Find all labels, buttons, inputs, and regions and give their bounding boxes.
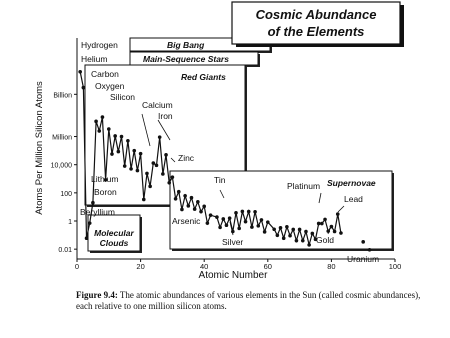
element-label-calcium: Calcium bbox=[142, 100, 173, 110]
data-point bbox=[183, 194, 187, 198]
data-point bbox=[330, 225, 334, 229]
x-tick-label: 0 bbox=[74, 262, 80, 271]
figure-caption bbox=[76, 290, 426, 312]
data-point bbox=[158, 135, 162, 139]
x-tick-label: 100 bbox=[388, 262, 402, 271]
element-label-tin: Tin bbox=[214, 175, 226, 185]
data-point bbox=[323, 218, 327, 222]
data-point bbox=[307, 243, 311, 247]
element-label-beryllium: Beryllium bbox=[80, 207, 115, 217]
data-point bbox=[164, 153, 168, 157]
data-point bbox=[279, 226, 283, 230]
data-point bbox=[101, 115, 105, 119]
data-point bbox=[196, 200, 200, 204]
data-point bbox=[237, 227, 241, 231]
x-tick-label: 60 bbox=[263, 262, 272, 271]
caption-label: Figure 9.4: bbox=[76, 290, 118, 300]
y-tick-label: 0.01 bbox=[58, 247, 72, 255]
data-point bbox=[295, 239, 299, 243]
data-point bbox=[167, 181, 171, 185]
y-tick-label: 100 bbox=[60, 190, 72, 198]
element-label-hydrogen: Hydrogen bbox=[81, 40, 118, 50]
data-point bbox=[263, 230, 267, 234]
data-point bbox=[136, 169, 140, 173]
data-point bbox=[171, 175, 175, 179]
data-point bbox=[107, 127, 111, 131]
data-point bbox=[91, 201, 95, 205]
x-tick-label: 20 bbox=[136, 262, 145, 271]
data-point bbox=[209, 213, 213, 217]
data-point bbox=[253, 210, 257, 214]
element-label-carbon: Carbon bbox=[91, 69, 119, 79]
data-point bbox=[339, 231, 343, 235]
data-point bbox=[333, 230, 337, 234]
data-point bbox=[110, 152, 114, 156]
x-axis-label: Atomic Number bbox=[198, 270, 268, 281]
y-tick-label: 10,000 bbox=[50, 162, 72, 170]
data-point bbox=[228, 216, 232, 220]
data-point bbox=[234, 211, 238, 215]
element-label-arsenic: Arsenic bbox=[172, 216, 201, 226]
element-label-silver: Silver bbox=[222, 237, 244, 247]
x-tick-label: 80 bbox=[327, 262, 336, 271]
data-point bbox=[129, 167, 133, 171]
region-label-red-giants: Red Giants bbox=[181, 72, 226, 82]
y-tick-label: Million bbox=[52, 134, 72, 142]
data-point bbox=[117, 150, 121, 154]
data-point-isolated bbox=[368, 248, 372, 252]
data-point bbox=[272, 227, 276, 231]
data-point bbox=[247, 210, 251, 214]
caption-text: The atomic abundances of various elements in the Sun (called cosmic abundances), each relative to one million silicon atoms. bbox=[76, 290, 421, 311]
data-point bbox=[155, 164, 159, 168]
data-point-isolated bbox=[361, 240, 365, 244]
data-point bbox=[241, 210, 245, 214]
element-label-uranium: Uranium bbox=[347, 254, 380, 264]
element-label-lead: Lead bbox=[344, 194, 363, 204]
data-point bbox=[250, 225, 254, 229]
data-point bbox=[193, 207, 197, 211]
data-point bbox=[282, 236, 286, 240]
title-line-1: Cosmic Abundance bbox=[255, 7, 377, 22]
data-point bbox=[174, 197, 178, 201]
data-point bbox=[298, 228, 302, 232]
x-tick-label: 40 bbox=[200, 262, 209, 271]
data-point bbox=[190, 196, 194, 200]
data-point bbox=[161, 172, 165, 176]
data-point bbox=[82, 86, 86, 90]
title-line-2: of the Elements bbox=[267, 24, 365, 39]
element-label-oxygen: Oxygen bbox=[95, 81, 125, 91]
data-point bbox=[215, 215, 219, 219]
data-point bbox=[225, 223, 229, 227]
data-point bbox=[126, 139, 130, 143]
element-label-gold: Gold bbox=[316, 235, 334, 245]
data-point bbox=[202, 205, 206, 209]
data-point bbox=[288, 234, 292, 238]
data-point bbox=[187, 204, 191, 208]
data-point bbox=[113, 134, 117, 138]
data-point bbox=[145, 172, 149, 176]
data-point bbox=[266, 220, 270, 224]
data-point bbox=[218, 226, 222, 230]
data-point bbox=[311, 232, 315, 236]
data-point bbox=[78, 70, 82, 74]
region-label-clouds: Clouds bbox=[99, 238, 129, 248]
element-label-boron: Boron bbox=[94, 187, 117, 197]
data-point bbox=[336, 212, 340, 216]
data-point bbox=[221, 217, 225, 221]
element-label-zinc: Zinc bbox=[178, 153, 195, 163]
data-point bbox=[276, 233, 280, 237]
y-axis-label: Atoms Per Million Silicon Atoms bbox=[34, 81, 45, 215]
region-boxes bbox=[85, 38, 394, 253]
data-point bbox=[94, 120, 98, 124]
data-point bbox=[123, 164, 127, 168]
data-point bbox=[199, 210, 203, 214]
data-point bbox=[285, 225, 289, 229]
data-point bbox=[88, 221, 92, 225]
data-point bbox=[139, 152, 143, 156]
element-label-iron: Iron bbox=[158, 111, 173, 121]
data-point bbox=[97, 129, 101, 133]
data-point bbox=[177, 190, 181, 194]
data-point bbox=[256, 224, 260, 228]
data-point bbox=[132, 149, 136, 153]
region-label-molecular: Molecular bbox=[94, 228, 134, 238]
data-point bbox=[85, 236, 89, 240]
data-point bbox=[148, 185, 152, 189]
element-label-lithium: Lithium bbox=[91, 174, 119, 184]
data-point bbox=[142, 198, 146, 202]
data-point bbox=[120, 135, 124, 139]
y-tick-label: Billion bbox=[53, 92, 72, 100]
region-label-supernovae: Supernovae bbox=[327, 178, 376, 188]
data-point bbox=[180, 208, 184, 212]
data-point bbox=[304, 230, 308, 234]
data-point bbox=[260, 218, 264, 222]
region-label-main-sequence: Main-Sequence Stars bbox=[143, 54, 229, 64]
data-point bbox=[206, 221, 210, 225]
data-point bbox=[244, 220, 248, 224]
data-point bbox=[152, 161, 156, 165]
element-label-silicon: Silicon bbox=[110, 92, 136, 102]
data-point bbox=[301, 239, 305, 243]
chart-title bbox=[232, 2, 404, 47]
y-tick-label: 1 bbox=[68, 219, 72, 227]
data-point bbox=[317, 222, 321, 226]
data-point bbox=[320, 222, 324, 226]
data-point bbox=[291, 228, 295, 232]
element-label-helium: Helium bbox=[81, 54, 108, 64]
element-label-platinum: Platinum bbox=[287, 181, 321, 191]
region-label-big-bang: Big Bang bbox=[167, 40, 205, 50]
